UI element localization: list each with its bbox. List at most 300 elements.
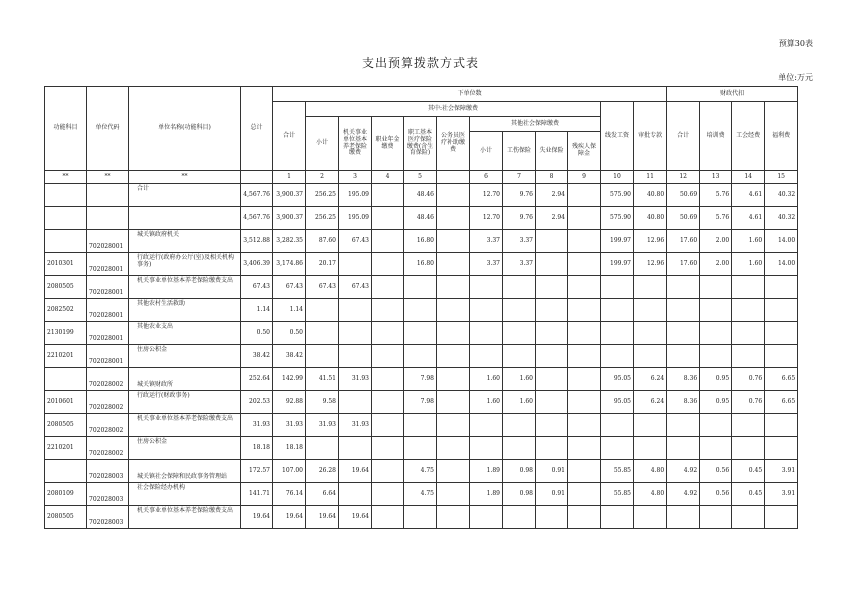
table-row: [45, 253, 798, 276]
amount-cell: [470, 322, 503, 345]
amount-cell: [765, 345, 798, 368]
amount-cell: [634, 414, 667, 437]
amount-cell: 20.17: [306, 253, 339, 276]
amount-cell: [536, 506, 568, 529]
amount-cell: 92.88: [273, 391, 306, 414]
unit-code-cell: [87, 184, 129, 207]
unit-name-cell: 机关事业单位基本养老保险缴费支出: [129, 506, 241, 529]
table-row: [45, 345, 798, 368]
amount-cell: 575.90: [601, 207, 634, 230]
amount-cell: [700, 437, 732, 460]
unit-code-cell: 702028002: [87, 437, 129, 460]
amount-cell: 3.37: [470, 253, 503, 276]
amount-cell: [765, 322, 798, 345]
amount-cell: 3,282.35: [273, 230, 306, 253]
amount-cell: 19.64: [306, 506, 339, 529]
column-number: 10: [601, 171, 634, 184]
amount-cell: [437, 322, 470, 345]
header-injury: 工伤保险: [503, 132, 536, 171]
column-number: 13: [700, 171, 732, 184]
amount-cell: [372, 506, 404, 529]
func-subject-cell: [45, 460, 87, 483]
amount-cell: 16.80: [404, 230, 437, 253]
amount-cell: 256.25: [306, 184, 339, 207]
amount-cell: 76.14: [273, 483, 306, 506]
unit-name-cell: 城关镇财政所: [129, 368, 241, 391]
unit-name-cell: 机关事业单位基本养老保险缴费支出: [129, 276, 241, 299]
table-row: [45, 230, 798, 253]
amount-cell: 55.85: [601, 460, 634, 483]
header-pension: 机关事业单位基本养老保险缴费: [339, 117, 372, 171]
column-number: 11: [634, 171, 667, 184]
amount-cell: 1.60: [470, 391, 503, 414]
amount-cell: 6.65: [765, 391, 798, 414]
amount-cell: 31.93: [273, 414, 306, 437]
amount-cell: 0.56: [700, 483, 732, 506]
amount-cell: [372, 460, 404, 483]
header-small-total: 小计: [306, 117, 339, 171]
amount-cell: [634, 276, 667, 299]
form-number: 预算30表: [778, 39, 813, 48]
column-index-row: [45, 171, 798, 184]
unit-label: 单位:万元: [778, 73, 813, 82]
amount-cell: [765, 414, 798, 437]
amount-cell: 95.05: [601, 368, 634, 391]
amount-cell: 14.00: [765, 253, 798, 276]
amount-cell: 31.93: [339, 368, 372, 391]
column-number: 6: [470, 171, 503, 184]
amount-cell: 19.64: [241, 506, 273, 529]
amount-cell: 1.60: [503, 368, 536, 391]
amount-cell: 141.71: [241, 483, 273, 506]
column-number: 14: [732, 171, 765, 184]
amount-cell: 1.60: [732, 230, 765, 253]
amount-cell: [404, 345, 437, 368]
amount-cell: 26.28: [306, 460, 339, 483]
amount-cell: [568, 299, 601, 322]
func-subject-cell: [45, 230, 87, 253]
amount-cell: [667, 506, 700, 529]
amount-cell: [765, 276, 798, 299]
amount-cell: 1.60: [503, 391, 536, 414]
amount-cell: 4,567.76: [241, 207, 273, 230]
header-civil-medical: 公务员医疗补助缴费: [437, 117, 470, 171]
amount-cell: [503, 345, 536, 368]
amount-cell: 3.91: [765, 460, 798, 483]
amount-cell: [536, 345, 568, 368]
amount-cell: [339, 253, 372, 276]
amount-cell: [568, 322, 601, 345]
amount-cell: [404, 437, 437, 460]
amount-cell: 199.97: [601, 230, 634, 253]
amount-cell: 1.14: [273, 299, 306, 322]
amount-cell: 9.76: [503, 207, 536, 230]
amount-cell: [634, 322, 667, 345]
unit-name-cell: 机关事业单位基本养老保险缴费支出: [129, 414, 241, 437]
amount-cell: [732, 345, 765, 368]
amount-cell: [568, 506, 601, 529]
amount-cell: [339, 391, 372, 414]
amount-cell: 14.00: [765, 230, 798, 253]
amount-cell: [536, 368, 568, 391]
table-header: [45, 87, 798, 184]
amount-cell: 3,512.88: [241, 230, 273, 253]
amount-cell: [470, 506, 503, 529]
amount-cell: [503, 414, 536, 437]
column-number: 7: [503, 171, 536, 184]
amount-cell: [700, 414, 732, 437]
amount-cell: 40.80: [634, 184, 667, 207]
amount-cell: [372, 391, 404, 414]
func-subject-cell: 2130199: [45, 322, 87, 345]
amount-cell: [372, 276, 404, 299]
amount-cell: 12.70: [470, 207, 503, 230]
amount-cell: [732, 299, 765, 322]
amount-cell: 199.97: [601, 253, 634, 276]
amount-cell: 40.32: [765, 207, 798, 230]
header-union: 工会经费: [732, 102, 765, 171]
amount-cell: 4.61: [732, 184, 765, 207]
amount-cell: 6.24: [634, 368, 667, 391]
amount-cell: [536, 299, 568, 322]
amount-cell: 8.36: [667, 391, 700, 414]
table-row: [45, 414, 798, 437]
header-special: 审批专款: [634, 102, 667, 171]
amount-cell: [437, 345, 470, 368]
amount-cell: [765, 506, 798, 529]
amount-cell: 19.64: [339, 460, 372, 483]
amount-cell: [437, 391, 470, 414]
amount-cell: 4.80: [634, 483, 667, 506]
amount-cell: [372, 414, 404, 437]
amount-cell: [700, 299, 732, 322]
amount-cell: [568, 276, 601, 299]
amount-cell: 107.00: [273, 460, 306, 483]
amount-cell: 19.64: [273, 506, 306, 529]
amount-cell: [437, 483, 470, 506]
amount-cell: 31.93: [339, 414, 372, 437]
index-cell: **: [87, 171, 129, 184]
header-medical: 职工基本医疗保险缴费(含生育保险): [404, 117, 437, 171]
unit-name-cell: 行政运行(政府办公厅(室)及相关机构事务): [129, 253, 241, 276]
amount-cell: 48.46: [404, 207, 437, 230]
header-finance-agency: 财政代扣: [667, 87, 798, 102]
unit-name-cell: 城关镇社会保障和民政事务管理站: [129, 460, 241, 483]
amount-cell: [437, 368, 470, 391]
amount-cell: 12.96: [634, 230, 667, 253]
amount-cell: 2.00: [700, 253, 732, 276]
amount-cell: [536, 391, 568, 414]
amount-cell: 0.45: [732, 483, 765, 506]
unit-name-cell: 其他农业支出: [129, 322, 241, 345]
amount-cell: 1.89: [470, 460, 503, 483]
unit-name-cell: 城关镇政府机关: [129, 230, 241, 253]
amount-cell: [372, 184, 404, 207]
column-number: 3: [339, 171, 372, 184]
header-fin-total: 合计: [667, 102, 700, 171]
func-subject-cell: 2082502: [45, 299, 87, 322]
amount-cell: [634, 345, 667, 368]
amount-cell: 9.58: [306, 391, 339, 414]
table-row: [45, 184, 798, 207]
column-number: 2: [306, 171, 339, 184]
amount-cell: [536, 276, 568, 299]
header-lower-unit: 下单位数: [273, 87, 667, 102]
amount-cell: 2.94: [536, 184, 568, 207]
table-row: [45, 437, 798, 460]
amount-cell: 0.91: [536, 460, 568, 483]
func-subject-cell: [45, 207, 87, 230]
header-disabled: 残疾人保障金: [568, 132, 601, 171]
amount-cell: [568, 483, 601, 506]
amount-cell: [437, 437, 470, 460]
amount-cell: 4.92: [667, 460, 700, 483]
amount-cell: 195.09: [339, 184, 372, 207]
amount-cell: 575.90: [601, 184, 634, 207]
amount-cell: 67.43: [339, 276, 372, 299]
unit-code-cell: 702028001: [87, 230, 129, 253]
header-annuity: 职业年金缴费: [372, 117, 404, 171]
amount-cell: 0.76: [732, 368, 765, 391]
amount-cell: [437, 276, 470, 299]
amount-cell: 3,406.39: [241, 253, 273, 276]
amount-cell: 4.75: [404, 483, 437, 506]
amount-cell: [667, 299, 700, 322]
unit-name-cell: 住房公积金: [129, 437, 241, 460]
table-row: [45, 460, 798, 483]
amount-cell: 12.70: [470, 184, 503, 207]
header-welfare: 福利费: [765, 102, 798, 171]
table-body: [45, 184, 798, 529]
unit-code-cell: 702028001: [87, 322, 129, 345]
func-subject-cell: 2080505: [45, 276, 87, 299]
amount-cell: 4.61: [732, 207, 765, 230]
table-row: [45, 483, 798, 506]
header-of-which-social: 其中:社会保障缴费: [306, 102, 601, 117]
page-title: 支出预算拨款方式表: [361, 56, 479, 70]
amount-cell: [601, 299, 634, 322]
amount-cell: 87.60: [306, 230, 339, 253]
amount-cell: [765, 437, 798, 460]
unit-name-cell: 行政运行(财政事务): [129, 391, 241, 414]
amount-cell: [404, 414, 437, 437]
amount-cell: 3,900.37: [273, 207, 306, 230]
amount-cell: [601, 322, 634, 345]
amount-cell: 4,567.76: [241, 184, 273, 207]
table-row: [45, 506, 798, 529]
amount-cell: 31.93: [241, 414, 273, 437]
amount-cell: 38.42: [241, 345, 273, 368]
amount-cell: 8.36: [667, 368, 700, 391]
amount-cell: [765, 299, 798, 322]
amount-cell: [601, 345, 634, 368]
amount-cell: 67.43: [273, 276, 306, 299]
amount-cell: [568, 230, 601, 253]
func-subject-cell: 2210201: [45, 345, 87, 368]
amount-cell: 0.50: [273, 322, 306, 345]
amount-cell: [372, 368, 404, 391]
amount-cell: 3.37: [470, 230, 503, 253]
amount-cell: 4.75: [404, 460, 437, 483]
index-cell: [241, 171, 273, 184]
unit-code-cell: 702028001: [87, 345, 129, 368]
amount-cell: [568, 345, 601, 368]
func-subject-cell: 2010301: [45, 253, 87, 276]
table-row: [45, 391, 798, 414]
amount-cell: [503, 322, 536, 345]
amount-cell: [568, 391, 601, 414]
amount-cell: [634, 437, 667, 460]
func-subject-cell: 2010601: [45, 391, 87, 414]
amount-cell: [732, 437, 765, 460]
amount-cell: 67.43: [339, 230, 372, 253]
amount-cell: [667, 345, 700, 368]
amount-cell: [700, 506, 732, 529]
func-subject-cell: [45, 368, 87, 391]
amount-cell: [568, 253, 601, 276]
amount-cell: [667, 437, 700, 460]
amount-cell: [536, 322, 568, 345]
amount-cell: 95.05: [601, 391, 634, 414]
unit-code-cell: [87, 207, 129, 230]
amount-cell: [404, 276, 437, 299]
amount-cell: 3.91: [765, 483, 798, 506]
amount-cell: [700, 276, 732, 299]
amount-cell: [437, 506, 470, 529]
amount-cell: 172.57: [241, 460, 273, 483]
unit-code-cell: 702028003: [87, 460, 129, 483]
column-number: 9: [568, 171, 601, 184]
amount-cell: [634, 299, 667, 322]
amount-cell: [306, 345, 339, 368]
amount-cell: 17.60: [667, 230, 700, 253]
func-subject-cell: [45, 184, 87, 207]
amount-cell: [536, 230, 568, 253]
amount-cell: 48.46: [404, 184, 437, 207]
amount-cell: 16.80: [404, 253, 437, 276]
amount-cell: [437, 299, 470, 322]
header-payroll: 线发工资: [601, 102, 634, 171]
amount-cell: 12.96: [634, 253, 667, 276]
amount-cell: [372, 322, 404, 345]
unit-name-cell: 合计: [129, 184, 241, 207]
amount-cell: 40.32: [765, 184, 798, 207]
amount-cell: 3.37: [503, 253, 536, 276]
amount-cell: 0.76: [732, 391, 765, 414]
amount-cell: [437, 184, 470, 207]
column-number: 12: [667, 171, 700, 184]
header-training: 培训费: [700, 102, 732, 171]
amount-cell: 0.95: [700, 391, 732, 414]
amount-cell: [568, 207, 601, 230]
amount-cell: 0.98: [503, 460, 536, 483]
table-row: [45, 368, 798, 391]
unit-code-cell: 702028001: [87, 253, 129, 276]
amount-cell: [732, 276, 765, 299]
amount-cell: [339, 299, 372, 322]
amount-cell: 2.94: [536, 207, 568, 230]
amount-cell: [568, 368, 601, 391]
column-number: 4: [372, 171, 404, 184]
amount-cell: 67.43: [306, 276, 339, 299]
amount-cell: 3.37: [503, 230, 536, 253]
amount-cell: [667, 322, 700, 345]
amount-cell: [339, 345, 372, 368]
func-subject-cell: 2080505: [45, 506, 87, 529]
header-unit-code: 单位代码: [87, 87, 129, 171]
amount-cell: 3,900.37: [273, 184, 306, 207]
amount-cell: [536, 414, 568, 437]
amount-cell: [503, 299, 536, 322]
amount-cell: [339, 322, 372, 345]
amount-cell: 67.43: [241, 276, 273, 299]
amount-cell: [601, 506, 634, 529]
amount-cell: [732, 322, 765, 345]
header-other-social: 其他社会保障缴费: [470, 117, 601, 132]
func-subject-cell: 2080505: [45, 414, 87, 437]
amount-cell: 1.14: [241, 299, 273, 322]
amount-cell: [437, 253, 470, 276]
amount-cell: 50.69: [667, 184, 700, 207]
index-cell: **: [45, 171, 87, 184]
amount-cell: 4.80: [634, 460, 667, 483]
unit-name-cell: [129, 207, 241, 230]
unit-name-cell: 住房公积金: [129, 345, 241, 368]
amount-cell: 6.65: [765, 368, 798, 391]
amount-cell: 0.56: [700, 460, 732, 483]
amount-cell: 1.60: [732, 253, 765, 276]
amount-cell: 252.64: [241, 368, 273, 391]
amount-cell: [568, 184, 601, 207]
column-number: 5: [404, 171, 437, 184]
amount-cell: 0.50: [241, 322, 273, 345]
amount-cell: [601, 437, 634, 460]
amount-cell: 7.98: [404, 391, 437, 414]
amount-cell: [503, 506, 536, 529]
amount-cell: [667, 276, 700, 299]
unit-code-cell: 702028001: [87, 299, 129, 322]
amount-cell: 5.76: [700, 184, 732, 207]
amount-cell: 1.60: [470, 368, 503, 391]
unit-code-cell: 702028003: [87, 506, 129, 529]
amount-cell: [634, 506, 667, 529]
amount-cell: 41.51: [306, 368, 339, 391]
amount-cell: 2.00: [700, 230, 732, 253]
amount-cell: [732, 414, 765, 437]
column-number: 15: [765, 171, 798, 184]
header-func-subject: 功能科目: [45, 87, 87, 171]
amount-cell: [667, 414, 700, 437]
amount-cell: [601, 414, 634, 437]
table-row: [45, 322, 798, 345]
header-other-subtotal: 小计: [470, 132, 503, 171]
unit-code-cell: 702028003: [87, 483, 129, 506]
amount-cell: [404, 506, 437, 529]
unit-name-cell: 其他农村生活救助: [129, 299, 241, 322]
amount-cell: 0.98: [503, 483, 536, 506]
unit-code-cell: 702028002: [87, 368, 129, 391]
amount-cell: 19.64: [339, 506, 372, 529]
amount-cell: 7.98: [404, 368, 437, 391]
amount-cell: 0.91: [536, 483, 568, 506]
budget-table: [44, 86, 798, 529]
column-number: 1: [273, 171, 306, 184]
func-subject-cell: 2210201: [45, 437, 87, 460]
func-subject-cell: 2080109: [45, 483, 87, 506]
amount-cell: [601, 276, 634, 299]
amount-cell: [372, 230, 404, 253]
amount-cell: 0.45: [732, 460, 765, 483]
